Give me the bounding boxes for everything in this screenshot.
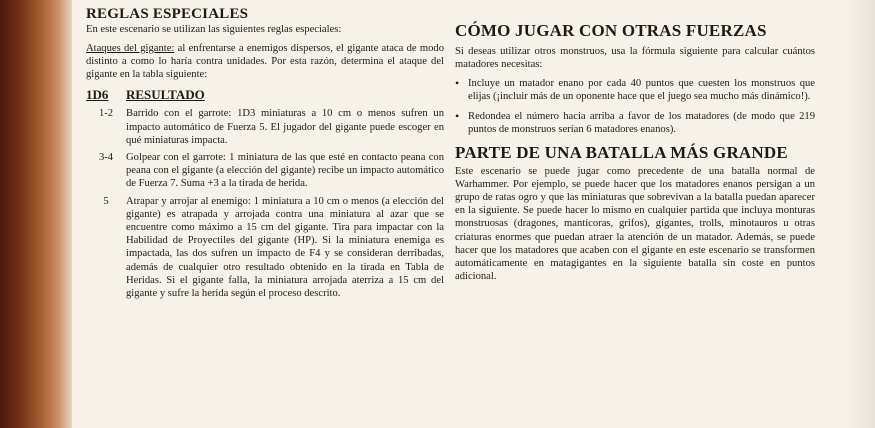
result-text: Golpear con el garrote: 1 miniatura de las que esté en contacto peana con peana con el gigante (a elección del gigante) recibe un impacto automático de Fuerza 7. Suma +3 a la tirada de herida. xyxy=(126,151,444,190)
roll-column-header: 1D6 xyxy=(86,87,109,103)
table-row xyxy=(86,151,444,191)
left-column xyxy=(86,6,444,300)
bullet-icon: • xyxy=(455,76,460,91)
list-item-text: Incluye un matador enano por cada 40 puntos que cuesten los monstruos que elijas (¡incluir más de un oponente hace que el juego sea mucho más dinámico!). xyxy=(468,78,815,103)
giant-attack-label: Ataques del gigante: xyxy=(86,42,175,54)
roll-value: 5 xyxy=(103,195,109,207)
special-rules-intro: En este escenario se utilizan las siguientes reglas especiales: xyxy=(86,23,342,35)
right-column xyxy=(455,22,815,283)
roll-value: 3-4 xyxy=(98,151,114,163)
roll-value: 1-2 xyxy=(98,108,114,120)
page-right-shadow xyxy=(845,0,875,428)
formula-list xyxy=(455,77,815,136)
other-forces-intro: Si deseas utilizar otros monstruos, usa la fórmula siguiente para calcular cuántos matadores necesitas: xyxy=(455,45,815,70)
result-text: Barrido con el garrote: 1D3 miniaturas a 10 cm o menos sufren un impacto automático de Fuerza 5. El jugador del gigante puede escoger en qué miniaturas impacta. xyxy=(126,108,444,146)
special-rules-heading: REGLAS ESPECIALES xyxy=(86,6,249,22)
result-text: Atrapar y arrojar al enemigo: 1 miniatura a 10 cm o menos (a elección del gigante) es atrapada y arrojada contra una miniatura al azar que se encuentre como máximo a 15 cm del gigante. Tira para impactar con la Habilidad de Proyectiles del gigante (HP). Si la miniatura enemiga es impactada, las dos sufren un impacto de F4 y se consideran derribadas, además de cualquier otro resultado obtenido en la tirada en Tabla de Heridas. Si el gigante falla, la miniatura arrojada aterriza a 15 cm del gigante y sufre la herida según el proceso descrito. xyxy=(126,195,444,299)
giant-attack-paragraph xyxy=(86,42,444,82)
bigger-battle-paragraph: Este escenario se puede jugar como precedente de una batalla normal de Warhammer. Por ejemplo, se puede hacer que los matadores enanos persigan a un grupo de ratas ogro y que las miniaturas que sobrevivan a la batalla puedan aparecer en la siguiente. Se puede hacer lo mismo en cualquier partida que incluya monturas monstruosas (dragones, mantícoras, grifos), gigantes, trolls, minotauros u otras criaturas enormes que puedan atraer la atención de un matador. Además, se puede hacer que los matadores que acaben con el gigante en este escenario se transformen automáticamente en matagigantes en la siguiente batalla sin coste en puntos adicional. xyxy=(455,165,815,283)
bullet-icon: • xyxy=(455,108,460,123)
list-item xyxy=(455,110,815,136)
bigger-battle-heading: PARTE DE UNA BATALLA MÁS GRANDE xyxy=(455,142,788,162)
giant-attack-text: al enfrentarse a enemigos dispersos, el gigante ataca de modo distinto a como lo haría contra unidades. Por esta razón, determina el ataque del gigante en la tabla siguiente: xyxy=(86,42,445,81)
other-forces-heading: CÓMO JUGAR CON OTRAS FUERZAS xyxy=(455,21,767,40)
attack-table-header xyxy=(86,87,444,103)
table-row xyxy=(86,195,444,301)
table-row xyxy=(86,107,444,147)
list-item-text: Redondea el número hacia arriba a favor de los matadores (de modo que 219 puntos de monstruos serían 6 matadores enanos). xyxy=(468,110,815,135)
page-edge-decoration xyxy=(0,0,72,428)
result-column-header: RESULTADO xyxy=(126,87,205,103)
list-item xyxy=(455,77,815,103)
